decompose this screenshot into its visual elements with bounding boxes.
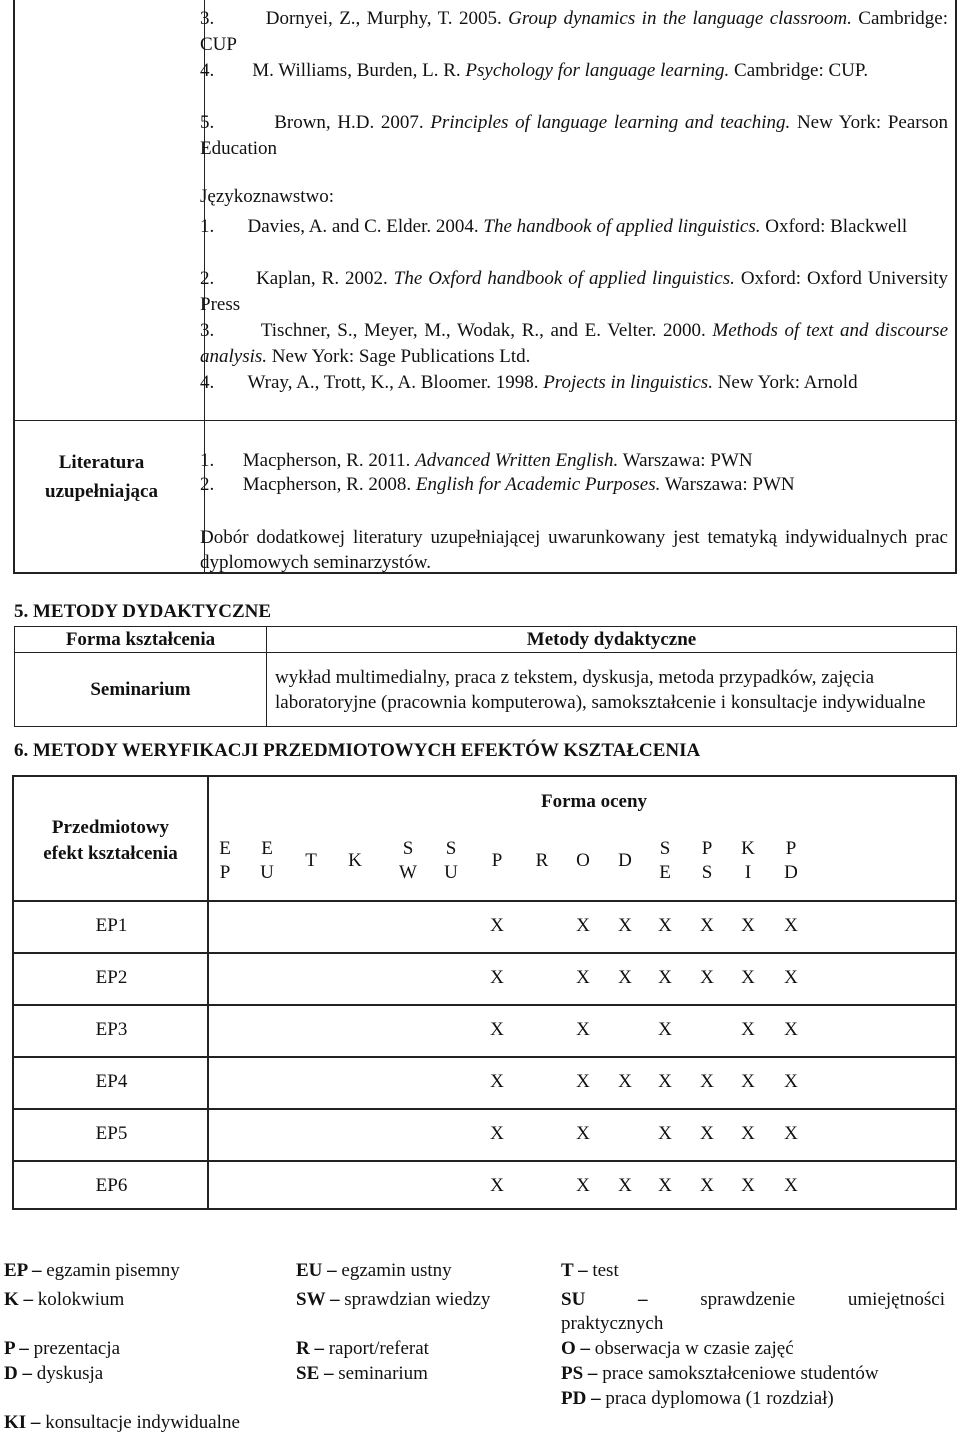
- assessment-mark: X: [658, 915, 672, 936]
- reference-item: 2. Macpherson, R. 2008. English for Academic Purposes. Warszawa: PWN: [200, 474, 795, 495]
- legend-item: EP – egzamin pisemny: [4, 1260, 180, 1281]
- legend-item: PD – praca dyplomowa (1 rozdział): [561, 1388, 834, 1409]
- assessment-mark: X: [490, 1123, 504, 1144]
- column-header: S W: [399, 838, 417, 883]
- assessment-mark: X: [658, 1123, 672, 1144]
- row-seminarium: Seminarium: [15, 653, 267, 727]
- column-header: P: [491, 850, 503, 871]
- row-label: EP2: [95, 967, 128, 988]
- assessment-mark: X: [618, 967, 632, 988]
- assessment-mark: X: [576, 1019, 590, 1040]
- assessment-mark: X: [618, 1071, 632, 1092]
- assessment-mark: X: [490, 967, 504, 988]
- table-divider: [14, 952, 955, 954]
- assessment-mark: X: [784, 967, 798, 988]
- teaching-methods-table: [14, 626, 957, 727]
- forma-oceny-header: Forma oceny: [540, 791, 648, 812]
- row-header: Przedmiotowy efekt kształcenia: [43, 817, 178, 864]
- supplementary-label: Literatura uzupełniająca: [45, 452, 158, 502]
- assessment-mark: X: [784, 1123, 798, 1144]
- assessment-mark: X: [576, 967, 590, 988]
- assessment-mark: X: [700, 1123, 714, 1144]
- reference-item: 1. Macpherson, R. 2011. Advanced Written English. Warszawa: PWN: [200, 450, 753, 471]
- assessment-mark: X: [490, 1019, 504, 1040]
- assessment-mark: X: [784, 1071, 798, 1092]
- table-divider: [14, 1108, 955, 1110]
- assessment-mark: X: [700, 967, 714, 988]
- legend-item: SE – seminarium: [296, 1363, 428, 1384]
- linguistics-heading: Językoznawstwo:: [200, 186, 335, 207]
- assessment-mark: X: [490, 1175, 504, 1196]
- column-header: O: [576, 850, 590, 871]
- methods-text: wykład multimedialny, praca z tekstem, dyskusja, metoda przypadków, zajęcia laboratoryjne (pracownia komputerowa), samokształcenie i konsultacje indywidualne: [267, 653, 957, 727]
- col-forma: Forma kształcenia: [15, 627, 267, 653]
- row-divider: [15, 420, 957, 421]
- legend-item: KI – konsultacje indywidualne: [4, 1412, 240, 1433]
- row-label: EP4: [95, 1071, 128, 1092]
- table-divider: [14, 1056, 955, 1058]
- assessment-mark: X: [741, 915, 755, 936]
- row-label: EP5: [95, 1123, 128, 1144]
- column-header: K: [348, 850, 362, 871]
- column-header: P S: [701, 838, 713, 883]
- reference-item: 3. Dornyei, Z., Murphy, T. 2005. Group dynamics in the language classroom. Cambridge: CUP: [200, 8, 948, 55]
- legend-item: O – obserwacja w czasie zajęć: [561, 1338, 794, 1359]
- assessment-mark: X: [741, 1071, 755, 1092]
- column-header: K I: [741, 838, 755, 883]
- table-divider: [209, 826, 955, 827]
- column-header: R: [535, 850, 549, 871]
- assessment-mark: X: [618, 915, 632, 936]
- reference-item: 4. M. Williams, Burden, L. R. Psychology for language learning. Cambridge: CUP.: [200, 60, 869, 81]
- verification-table: [12, 775, 957, 1210]
- reference-item: 1. Davies, A. and C. Elder. 2004. The handbook of applied linguistics. Oxford: Blackwell: [200, 216, 908, 237]
- column-header: E P: [219, 838, 231, 883]
- reference-item: 4. Wray, A., Trott, K., A. Bloomer. 1998. Projects in linguistics. New York: Arnold: [200, 372, 858, 393]
- assessment-mark: X: [658, 1019, 672, 1040]
- assessment-mark: X: [618, 1175, 632, 1196]
- assessment-mark: X: [784, 1175, 798, 1196]
- row-label: EP1: [95, 915, 128, 936]
- col-metody: Metody dydaktyczne: [267, 627, 957, 653]
- column-header: T: [305, 850, 317, 871]
- legend-item: P – prezentacja: [4, 1338, 121, 1359]
- row-label: EP6: [95, 1175, 128, 1196]
- section5-heading: 5. METODY DYDAKTYCZNE: [14, 601, 272, 622]
- legend-item: SU – sprawdzenie umiejętności praktycznych: [561, 1289, 945, 1334]
- assessment-mark: X: [490, 915, 504, 936]
- legend-item: EU – egzamin ustny: [296, 1260, 452, 1281]
- assessment-mark: X: [658, 1175, 672, 1196]
- legend-item: PS – prace samokształceniowe studentów: [561, 1363, 879, 1384]
- legend-item: D – dyskusja: [4, 1363, 104, 1384]
- column-header: S U: [444, 838, 458, 883]
- reference-item: 5. Brown, H.D. 2007. Principles of language learning and teaching. New York: Pearson Education: [200, 112, 949, 159]
- assessment-mark: X: [576, 1175, 590, 1196]
- section6-heading: 6. METODY WERYFIKACJI PRZEDMIOTOWYCH EFEKTÓW KSZTAŁCENIA: [14, 740, 701, 761]
- assessment-mark: X: [741, 1019, 755, 1040]
- assessment-mark: X: [576, 915, 590, 936]
- reference-item: 2. Kaplan, R. 2002. The Oxford handbook of applied linguistics. Oxford: Oxford University Press: [200, 268, 949, 315]
- legend-item: SW – sprawdzian wiedzy: [296, 1289, 491, 1310]
- column-header: E U: [260, 838, 274, 883]
- assessment-mark: X: [658, 967, 672, 988]
- assessment-mark: X: [700, 1175, 714, 1196]
- row-label: EP3: [95, 1019, 128, 1040]
- table-divider: [14, 1004, 955, 1006]
- assessment-mark: X: [741, 967, 755, 988]
- assessment-mark: X: [741, 1175, 755, 1196]
- assessment-mark: X: [576, 1123, 590, 1144]
- assessment-mark: X: [658, 1071, 672, 1092]
- legend-item: K – kolokwium: [4, 1289, 125, 1310]
- table-divider: [14, 1160, 955, 1162]
- column-header: D: [618, 850, 632, 871]
- legend-item: T – test: [561, 1260, 619, 1281]
- legend-item: R – raport/referat: [296, 1338, 429, 1359]
- assessment-mark: X: [741, 1123, 755, 1144]
- table-divider: [14, 900, 955, 902]
- column-header: S E: [659, 838, 671, 883]
- assessment-mark: X: [576, 1071, 590, 1092]
- assessment-mark: X: [490, 1071, 504, 1092]
- supplementary-note: Dobór dodatkowej literatury uzupełniającej uwarunkowany jest tematyką indywidualnych prac dyplomowych seminarzystów.: [200, 527, 948, 573]
- assessment-mark: X: [700, 915, 714, 936]
- assessment-mark: X: [784, 1019, 798, 1040]
- reference-item: 3. Tischner, S., Meyer, M., Wodak, R., and E. Velter. 2000. Methods of text and discourse analysis. New York: Sage Publications Ltd.: [200, 320, 949, 367]
- assessment-mark: X: [700, 1071, 714, 1092]
- column-header: P D: [784, 838, 798, 883]
- assessment-mark: X: [784, 915, 798, 936]
